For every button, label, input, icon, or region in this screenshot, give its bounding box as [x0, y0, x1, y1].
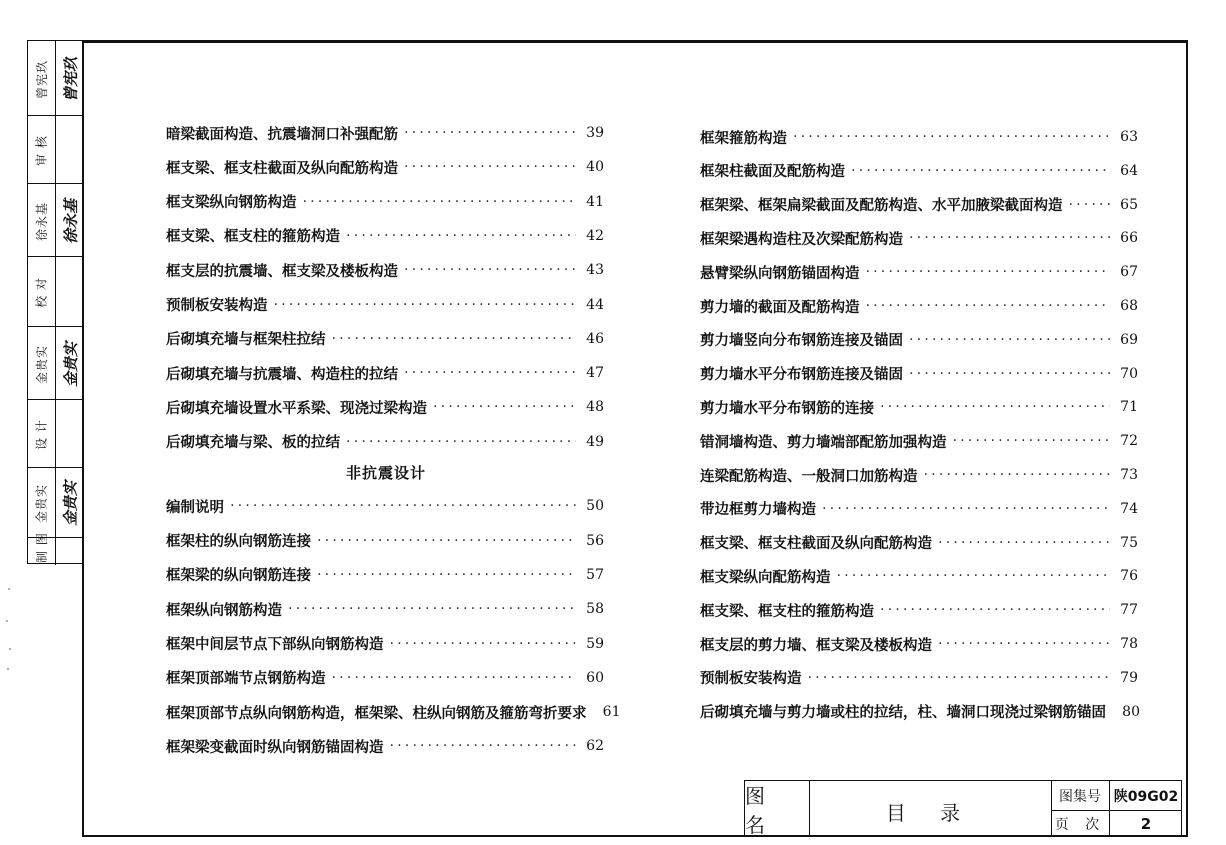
toc-entry[interactable] [700, 226, 1138, 250]
toc-leader-dots [866, 298, 1111, 314]
toc-entry[interactable] [166, 734, 604, 758]
toc-entry-title: 框架梁变截面时纵向钢筋锚固构造 [166, 739, 384, 756]
sidebar-row [28, 116, 83, 184]
toc-entry-title: 错洞墙构造、剪力墙端部配筋加强构造 [700, 434, 947, 451]
toc-leader-dots [274, 297, 577, 313]
section-heading: 非抗震设计 [346, 464, 427, 482]
toc-entry-title: 框支梁、框支柱的箍筋构造 [166, 229, 340, 246]
toc-entry[interactable] [700, 666, 1138, 690]
toc-entry[interactable] [700, 125, 1138, 149]
toc-entry[interactable] [166, 395, 604, 419]
toc-entry-page: 43 [586, 262, 604, 279]
toc-entry[interactable] [700, 632, 1138, 656]
toc-leader-dots [909, 366, 1110, 382]
toc-entry-page: 59 [586, 635, 604, 652]
toc-leader-dots [909, 332, 1110, 348]
toc-entry-title: 后砌填充墙与剪力墙或柱的拉结，柱、墙洞口现浇过梁钢筋锚固 [700, 705, 1106, 722]
toc-leader-dots [808, 670, 1111, 686]
toc-entry-page: 80 [1122, 703, 1140, 720]
scan-speck [8, 588, 10, 590]
sidebar-row [28, 41, 83, 116]
toc-leader-dots [938, 535, 1110, 551]
toc-entry-page: 72 [1120, 433, 1138, 450]
scan-speck [9, 648, 11, 650]
toc-leader-dots [866, 264, 1111, 280]
toc-entry[interactable] [700, 362, 1138, 386]
toc-entry[interactable] [166, 224, 604, 248]
toc-entry[interactable] [166, 632, 604, 656]
sidebar-role-label: 校 对 [34, 277, 49, 308]
sidebar-row [28, 257, 83, 327]
toc-entry-page: 49 [586, 433, 604, 450]
sidebar-row [28, 400, 83, 468]
toc-entry-page: 68 [1120, 298, 1138, 314]
toc-leader-dots [953, 433, 1111, 449]
toc-entry-page: 78 [1120, 636, 1138, 652]
toc-entry-title: 剪力墙的截面及配筋构造 [700, 299, 860, 316]
toc-entry-page: 44 [586, 296, 604, 313]
toc-leader-dots [390, 738, 577, 754]
toc-entry-page: 69 [1120, 331, 1138, 348]
toc-leader-dots [390, 636, 577, 652]
toc-leader-dots [404, 159, 576, 175]
toc-entry-page: 40 [586, 159, 604, 176]
sidebar-row [28, 468, 83, 538]
toc-entry-page: 47 [586, 365, 604, 382]
toc-entry[interactable] [700, 294, 1138, 318]
sidebar-role-label: 曾宪玖 [34, 59, 49, 99]
toc-entry[interactable] [700, 531, 1138, 555]
toc-entry-page: 75 [1120, 534, 1138, 551]
toc-entry-title: 后砌填充墙设置水平系梁、现浇过梁构造 [166, 400, 427, 417]
toc-leader-dots [317, 567, 576, 583]
toc-leader-dots [793, 129, 1110, 145]
sidebar-signature: 金贵实 [61, 481, 80, 527]
toc-leader-dots [433, 399, 576, 415]
sidebar-role-label: 审 核 [34, 135, 49, 166]
toc-entry-title: 预制板安装构造 [166, 298, 268, 314]
toc-entry[interactable] [166, 529, 604, 553]
toc-entry-page: 62 [586, 738, 604, 755]
toc-entry[interactable] [700, 700, 1138, 724]
toc-entry[interactable] [166, 563, 604, 587]
toc-entry-page: 71 [1120, 399, 1138, 416]
toc-entry-title: 后砌填充墙与框架柱拉结 [166, 332, 326, 349]
drawing-title: 目 录 [885, 801, 975, 825]
toc-entry-page: 70 [1120, 365, 1138, 382]
title-block [744, 780, 1182, 837]
sidebar-signature: 徐永基 [61, 198, 80, 244]
scan-speck [6, 620, 8, 622]
toc-entry-title: 框支梁纵向钢筋构造 [166, 195, 297, 212]
toc-entry-title: 连梁配筋构造、一般洞口加筋构造 [700, 468, 918, 485]
toc-entry-page: 57 [586, 566, 604, 583]
toc-entry[interactable] [166, 666, 604, 690]
sidebar-role-label: 设 计 [34, 419, 49, 450]
toc-entry[interactable] [166, 293, 604, 317]
toc-leader-dots [909, 230, 1110, 246]
toc-leader-dots [1069, 197, 1111, 213]
toc-entry[interactable] [166, 700, 621, 724]
toc-entry-title: 框架梁、框架扁梁截面及配筋构造、水平加腋梁截面构造 [700, 198, 1063, 215]
toc-entry-title: 框支梁、框支柱的箍筋构造 [700, 603, 874, 620]
toc-entry-page: 41 [586, 193, 604, 210]
toc-entry-title: 框架梁的纵向钢筋连接 [166, 568, 311, 585]
toc-leader-dots [332, 331, 577, 347]
sidebar-signature: 曾宪玖 [61, 56, 80, 102]
toc-leader-dots [822, 501, 1110, 517]
scan-speck [7, 668, 9, 670]
toc-entry-title: 框架纵向钢筋构造 [166, 602, 282, 619]
sidebar-role-label: 徐永基 [34, 201, 49, 241]
toc-entry-title: 悬臂梁纵向钢筋锚固构造 [700, 265, 860, 282]
toc-entry-title: 框架顶部节点纵向钢筋构造，框架梁、柱纵向钢筋及箍筋弯折要求 [166, 705, 587, 722]
toc-leader-dots [851, 163, 1110, 179]
toc-entry[interactable] [166, 258, 604, 282]
toc-entry-title: 框架中间层节点下部纵向钢筋构造 [166, 637, 384, 653]
toc-entry-title: 框支梁、框支柱截面及纵向配筋构造 [166, 160, 398, 177]
toc-entry-title: 框架柱截面及配筋构造 [700, 164, 845, 181]
toc-entry-page: 65 [1120, 196, 1138, 213]
atlas-number: 陕09G02 [1113, 788, 1179, 805]
toc-entry[interactable] [166, 327, 604, 351]
toc-entry[interactable] [166, 430, 604, 454]
toc-entry-page: 64 [1120, 162, 1138, 179]
toc-entry-page: 60 [586, 669, 604, 686]
toc-entry-title: 后砌填充墙与梁、板的拉结 [166, 435, 340, 452]
toc-leader-dots [288, 601, 576, 617]
toc-entry-page: 74 [1120, 500, 1138, 517]
toc-entry-title: 编制说明 [166, 499, 224, 516]
toc-entry[interactable] [166, 494, 604, 518]
toc-leader-dots [880, 399, 1110, 415]
toc-entry-title: 剪力墙竖向分布钢筋连接及锚固 [700, 333, 903, 350]
toc-leader-dots [404, 365, 576, 381]
toc-leader-dots [303, 194, 577, 210]
toc-entry-title: 框支层的抗震墙、框支梁及楼板构造 [166, 263, 398, 280]
toc-leader-dots [924, 467, 1111, 483]
toc-leader-dots [938, 636, 1110, 652]
toc-entry[interactable] [166, 597, 604, 621]
toc-entry[interactable] [700, 395, 1138, 419]
toc-entry[interactable] [700, 497, 1138, 521]
toc-leader-dots [404, 125, 576, 141]
toc-entry-title: 带边框剪力墙构造 [700, 502, 816, 519]
sidebar-row [28, 327, 83, 400]
atlas-number-label: 图集号 [1059, 788, 1101, 805]
toc-entry-page: 77 [1120, 602, 1138, 619]
toc-entry-page: 42 [586, 227, 604, 244]
sidebar-signature: 金贵实 [61, 341, 80, 387]
toc-leader-dots [837, 568, 1111, 584]
toc-entry[interactable] [166, 190, 604, 214]
toc-leader-dots [230, 498, 576, 514]
toc-entry-page: 56 [586, 532, 604, 549]
toc-entry-title: 框支层的剪力墙、框支梁及楼板构造 [700, 637, 932, 654]
toc-entry-title: 后砌填充墙与抗震墙、构造柱的拉结 [166, 366, 398, 383]
toc-leader-dots [317, 533, 576, 549]
sidebar-role-label: 金贵实 [34, 484, 49, 524]
signature-sidebar [27, 40, 84, 564]
toc-entry-title: 预制板安装构造 [700, 671, 802, 688]
toc-entry-page: 67 [1120, 264, 1138, 281]
page-number-label: 页 次 [1054, 817, 1106, 833]
toc-leader-dots [346, 434, 576, 450]
toc-entry-title: 暗梁截面构造、抗震墙洞口补强配筋 [166, 126, 398, 143]
page-number: 2 [1140, 815, 1152, 833]
toc-entry-page: 58 [586, 601, 604, 618]
toc-leader-dots [880, 602, 1110, 618]
toc-entry-title: 框架梁遇构造柱及次梁配筋构造 [700, 231, 903, 248]
toc-entry-title: 框架顶部端节点钢筋构造 [166, 671, 326, 688]
toc-entry-page: 50 [586, 498, 604, 515]
toc-entry-page: 48 [586, 399, 604, 416]
sidebar-role-label: 金贵实 [34, 344, 49, 384]
toc-entry-title: 框支梁纵向配筋构造 [700, 569, 831, 586]
toc-entry[interactable] [700, 598, 1138, 622]
toc-entry[interactable] [166, 361, 604, 385]
toc-entry-title: 框架柱的纵向钢筋连接 [166, 534, 311, 551]
toc-entry[interactable] [700, 564, 1138, 588]
toc-entry-page: 46 [586, 330, 604, 347]
toc-entry[interactable] [166, 155, 604, 179]
sidebar-row [28, 531, 83, 565]
toc-entry[interactable] [700, 260, 1138, 284]
toc-entry[interactable] [700, 159, 1138, 183]
sidebar-role-label: 制 图 [34, 531, 49, 563]
sidebar-row [28, 184, 83, 257]
drawing-name-label: 图 名 [745, 783, 771, 837]
toc-entry-title: 剪力墙水平分布钢筋连接及锚固 [700, 367, 903, 384]
toc-entry-page: 73 [1120, 467, 1138, 483]
toc-entry[interactable] [700, 463, 1138, 487]
toc-entry-page: 66 [1120, 230, 1138, 247]
toc-entry-page: 63 [1120, 129, 1138, 145]
toc-leader-dots [404, 262, 576, 278]
toc-entry-title: 剪力墙水平分布钢筋的连接 [700, 400, 874, 417]
toc-entry-page: 79 [1120, 669, 1138, 686]
toc-entry[interactable] [700, 328, 1138, 352]
toc-entry-page: 39 [586, 125, 604, 141]
toc-leader-dots [346, 228, 576, 244]
toc-entry-page: 61 [602, 704, 621, 721]
toc-entry[interactable] [166, 121, 604, 145]
toc-entry-page: 76 [1120, 568, 1138, 585]
toc-entry[interactable] [700, 193, 1138, 217]
toc-leader-dots [332, 670, 577, 686]
toc-entry[interactable] [700, 429, 1138, 453]
toc-entry-title: 框支梁、框支柱截面及纵向配筋构造 [700, 536, 932, 553]
toc-entry-title: 框架箍筋构造 [700, 130, 787, 147]
